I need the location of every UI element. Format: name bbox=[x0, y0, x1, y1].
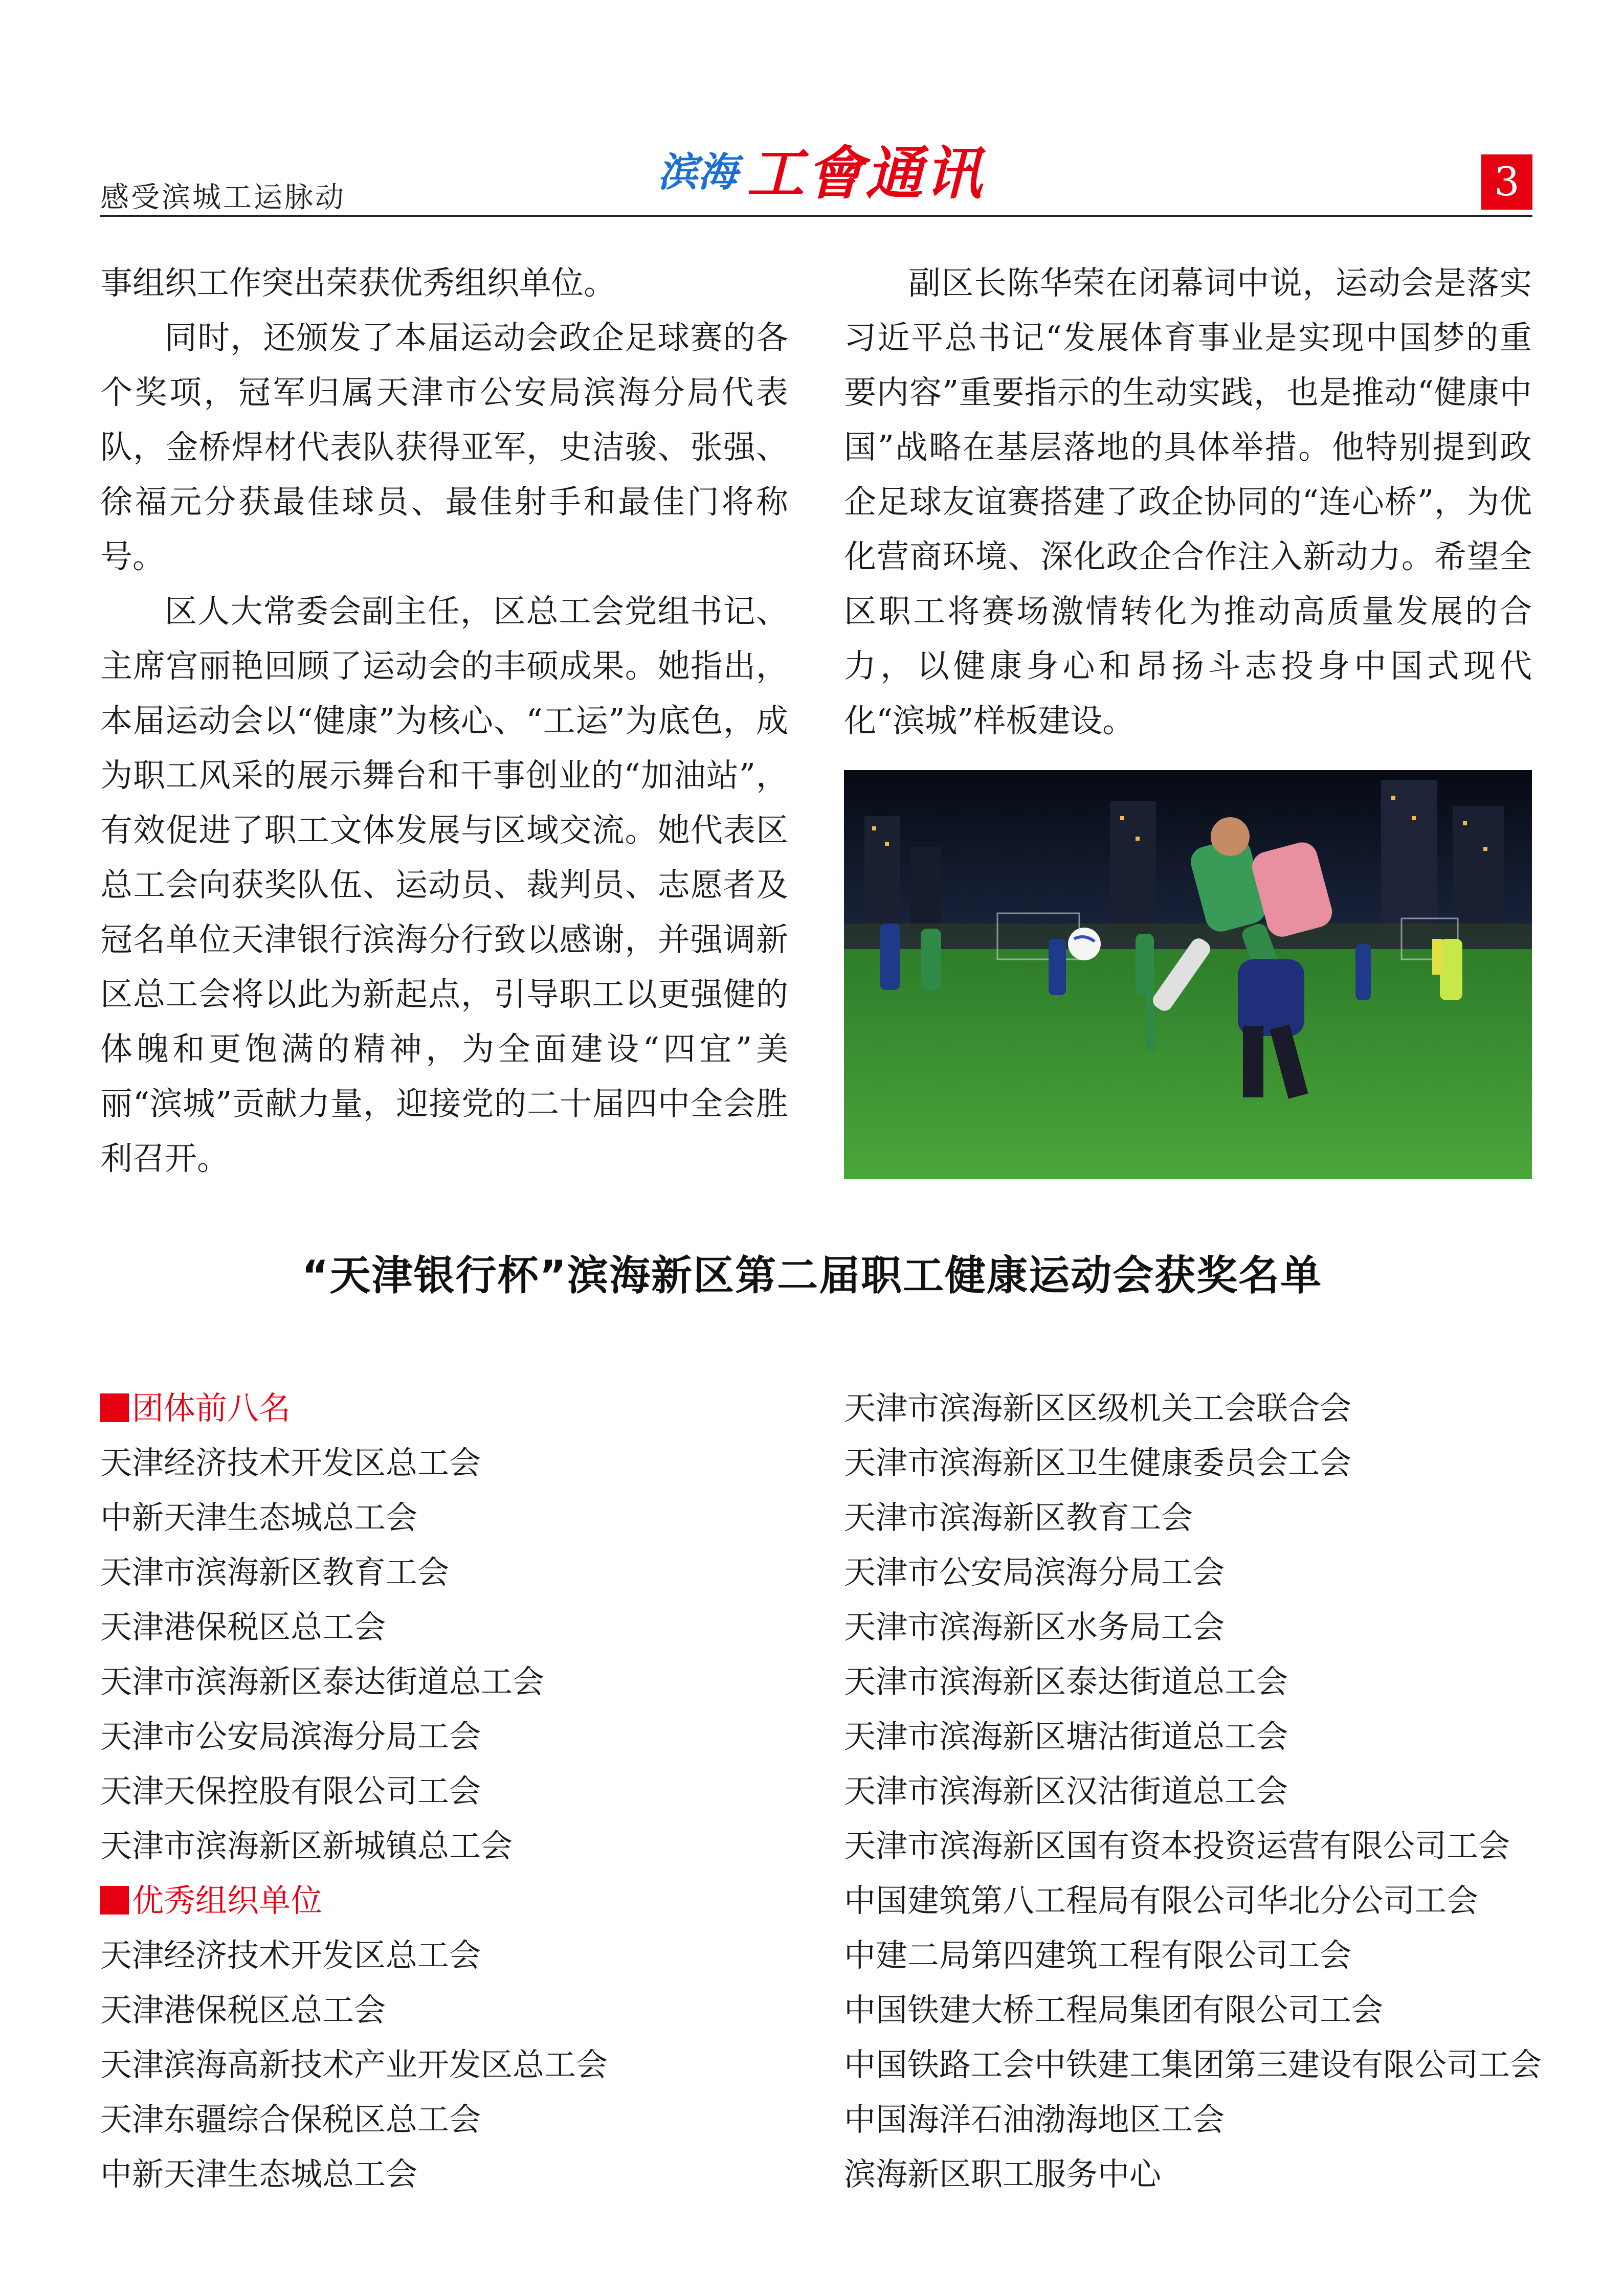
masthead-logo bbox=[658, 128, 985, 207]
award-list-item: 天津市滨海新区卫生健康委员会工会 bbox=[844, 1444, 1352, 1481]
award-list-item: 天津市滨海新区新城镇总工会 bbox=[100, 1827, 513, 1864]
photo-illustration bbox=[844, 770, 1532, 1179]
award-list-item: 天津市公安局滨海分局工会 bbox=[844, 1554, 1225, 1591]
category-marker-icon bbox=[100, 1393, 129, 1422]
award-list-item: 天津天保控股有限公司工会 bbox=[100, 1772, 481, 1810]
article-paragraph: 区人大常委会副主任，区总工会党组书记、主席宫丽艳回顾了运动会的丰硕成果。她指出，本届运动会以“健康”为核心、“工运”为底色，成为职工风采的展示舞台和干事创业的“加油站”，有效促进了职工文体发展与区域交流。她代表区总工会向获奖队伍、运动员、裁判员、志愿者及冠名单位天津银行滨海分行致以感谢，并强调新区总工会将以此为新起点，引导职工以更强健的体魄和更饱满的精神，为全面建设“四宜”美丽“滨城”贡献力量，迎接党的二十届四中全会胜利召开。 bbox=[100, 593, 788, 1177]
masthead-blue-text: 滨海 bbox=[658, 149, 738, 196]
award-list-item: 天津港保税区总工会 bbox=[100, 1991, 386, 2029]
award-list-item: 天津市滨海新区水务局工会 bbox=[844, 1608, 1225, 1646]
award-list-item: 天津市滨海新区泰达街道总工会 bbox=[100, 1663, 545, 1700]
section-label: 感受滨城工运脉动 bbox=[100, 181, 346, 214]
award-list-item: 中国建筑第八工程局有限公司华北分公司工会 bbox=[844, 1882, 1479, 1919]
award-list-item: 天津经济技术开发区总工会 bbox=[100, 1444, 481, 1481]
article-paragraph: 同时，还颁发了本届运动会政企足球赛的各个奖项，冠军归属天津市公安局滨海分局代表队，金桥焊材代表队获得亚军，史洁骏、张强、徐福元分获最佳球员、最佳射手和最佳门将称号。 bbox=[100, 319, 788, 575]
category-marker-icon bbox=[100, 1886, 129, 1915]
award-list-item: 天津经济技术开发区总工会 bbox=[100, 1937, 481, 1974]
award-list-item: 天津东疆综合保税区总工会 bbox=[100, 2101, 481, 2138]
award-list-item: 天津市滨海新区塘沽街道总工会 bbox=[844, 1718, 1288, 1755]
awards-list-right bbox=[844, 1381, 1542, 2201]
article-left-column bbox=[100, 256, 788, 1186]
article-right-column bbox=[844, 256, 1532, 748]
award-list-item: 天津市公安局滨海分局工会 bbox=[100, 1718, 481, 1755]
award-list-item: 中新天津生态城总工会 bbox=[100, 1499, 418, 1536]
award-category-heading bbox=[100, 1873, 608, 1928]
article-paragraph: 事组织工作突出荣获优秀组织单位。 bbox=[100, 264, 616, 302]
award-list-item: 中建二局第四建筑工程有限公司工会 bbox=[844, 1937, 1352, 1974]
award-list-item: 天津市滨海新区汉沽街道总工会 bbox=[844, 1772, 1288, 1810]
header-divider bbox=[100, 215, 1532, 217]
article-paragraph: 副区长陈华荣在闭幕词中说，运动会是落实习近平总书记“发展体育事业是实现中国梦的重要内容”重要指示的生动实践，也是推动“健康中国”战略在基层落地的具体举措。他特别提到政企足球友谊赛搭建了政企协同的“连心桥”，为优化营商环境、深化政企合作注入新动力。希望全区职工将赛场激情转化为推动高质量发展的合力，以健康身心和昂扬斗志投身中国式现代化“滨城”样板建设。 bbox=[844, 264, 1532, 739]
awards-title: “天津银行杯”滨海新区第二届职工健康运动会获奖名单 bbox=[301, 1252, 1323, 1299]
page-header bbox=[100, 128, 1532, 217]
award-list-item: 天津港保税区总工会 bbox=[100, 1608, 386, 1646]
award-list-item: 中国海洋石油渤海地区工会 bbox=[844, 2101, 1225, 2138]
category-label: 优秀组织单位 bbox=[132, 1882, 323, 1919]
award-list-item: 天津市滨海新区国有资本投资运营有限公司工会 bbox=[844, 1827, 1510, 1864]
award-list-item: 中国铁路工会中铁建工集团第三建设有限公司工会 bbox=[844, 2046, 1542, 2083]
award-list-item: 天津市滨海新区教育工会 bbox=[100, 1554, 450, 1591]
award-list-item: 中国铁建大桥工程局集团有限公司工会 bbox=[844, 1991, 1384, 2029]
award-category-heading bbox=[100, 1381, 608, 1435]
masthead-red-text: 工會通讯 bbox=[747, 140, 985, 207]
football-match-photo bbox=[844, 770, 1532, 1179]
category-label: 团体前八名 bbox=[132, 1389, 291, 1427]
award-list-item: 天津市滨海新区教育工会 bbox=[844, 1499, 1193, 1536]
award-list-item: 天津市滨海新区泰达街道总工会 bbox=[844, 1663, 1288, 1700]
award-list-item: 滨海新区职工服务中心 bbox=[844, 2155, 1162, 2193]
award-list-item: 天津市滨海新区区级机关工会联合会 bbox=[844, 1389, 1352, 1427]
award-list-item: 天津滨海高新技术产业开发区总工会 bbox=[100, 2046, 608, 2083]
awards-list-left bbox=[100, 1381, 608, 2201]
page-number: 3 bbox=[1481, 154, 1532, 210]
award-list-item: 中新天津生态城总工会 bbox=[100, 2155, 418, 2193]
